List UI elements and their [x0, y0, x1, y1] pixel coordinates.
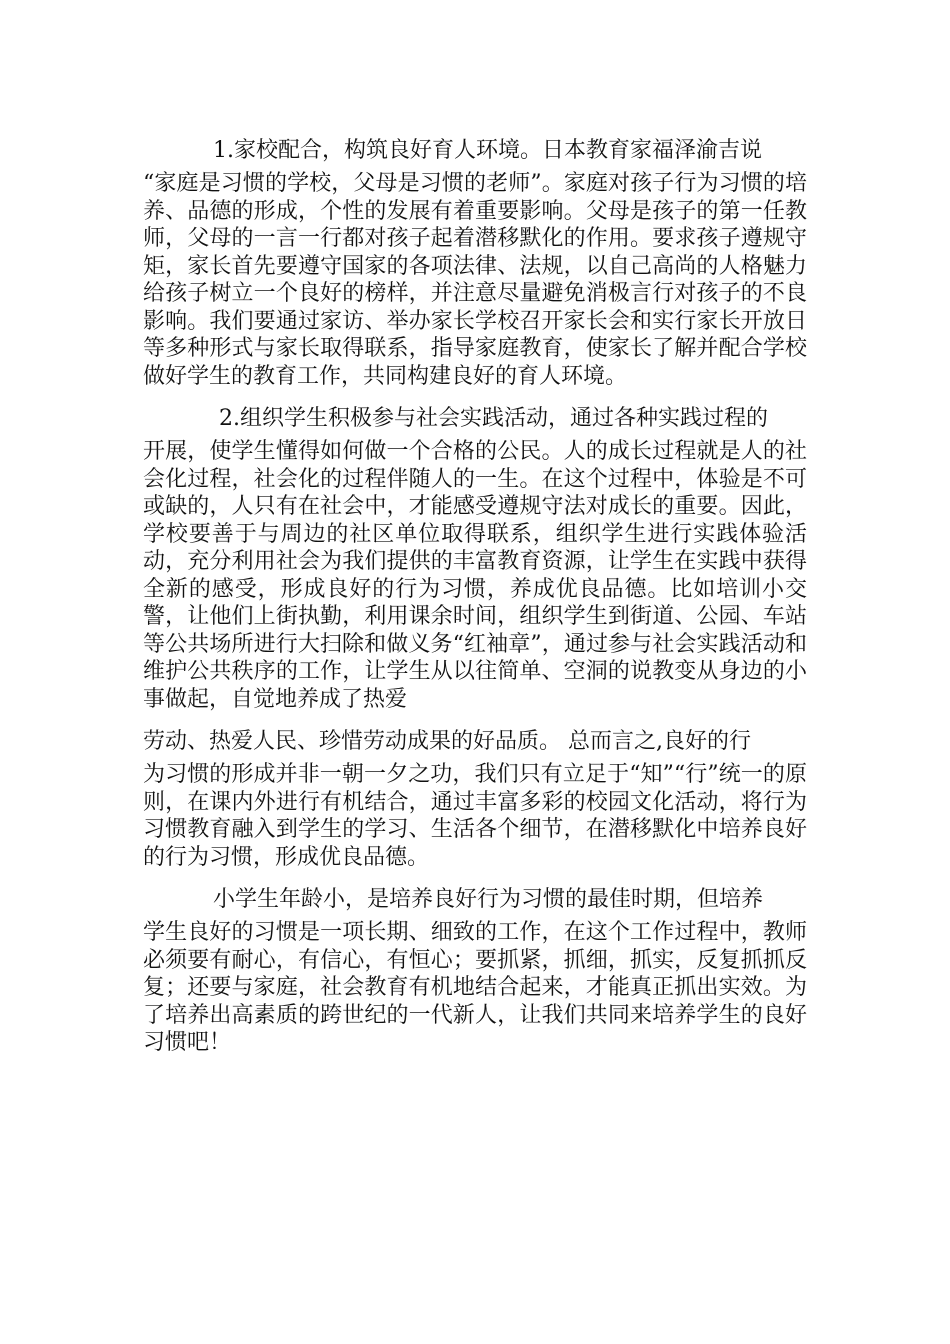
paragraph-first-line: 1.家校配合，构筑良好育人环境。日本教育家福泽渝吉说	[213, 138, 762, 163]
paragraph-summary	[143, 723, 807, 871]
paragraph-first-line: 劳动、热爱人民、珍惜劳动成果的好品质。 总而言之,良好的行	[143, 729, 751, 754]
paragraph-conclusion	[143, 881, 807, 1057]
document-body	[143, 132, 807, 1067]
paragraph-first-line: 小学生年龄小，是培养良好行为习惯的最佳时期，但培养	[213, 887, 764, 912]
paragraph-home-school	[143, 132, 807, 390]
paragraph-social-practice	[143, 400, 807, 713]
paragraph-body: 开展，使学生懂得如何做一个合格的公民。人的成长过程就是人的社会化过程，社会化的过程伴随人的一生。在这个过程中，体验是不可或缺的，人只有在社会中，才能感受遵规守法对成长的重要。因此，学校要善于与周边的社区单位取得联系，组织学生进行实践体验活动，充分利用社会为我们提供的丰富教育资源，让学生在实践中获得全新的感受，形成良好的行为习惯，养成优良品德。比如培训小交警，让他们上街执勤，利用课余时间，组织学生到街道、公园、车站等公共场所进行大扫除和做义务“红袖章”，通过参与社会实践活动和维护公共秩序的工作，让学生从以往简单、空洞的说教变从身边的小事做起，自觉地养成了热爱	[143, 439, 807, 712]
paragraph-body: “家庭是习惯的学校，父母是习惯的老师”。家庭对孩子行为习惯的培养、品德的形成，个性的发展有着重要影响。父母是孩子的第一任教师，父母的一言一行都对孩子起着潜移默化的作用。要求孩子遵规守矩，家长首先要遵守国家的各项法律、法规，以自己高尚的人格魅力给孩子树立一个良好的榜样，并注意尽量避免消极言行对孩子的不良影响。我们要通过家访、举办家长学校召开家长会和实行家长开放日等多种形式与家长取得联系，指导家庭教育，使家长了解并配合学校做好学生的教育工作，共同构建良好的育人环境。	[143, 171, 807, 389]
paragraph-first-line: 2.组织学生积极参与社会实践活动，通过各种实践过程的	[219, 406, 768, 431]
paragraph-body: 为习惯的形成并非一朝一夕之功，我们只有立足于“知”“行”统一的原则，在课内外进行有机结合，通过丰富多彩的校园文化活动，将行为习惯教育融入到学生的学习、生活各个细节，在潜移默化中培养良好的行为习惯，形成优良品德。	[143, 762, 807, 870]
paragraph-body: 学生良好的习惯是一项长期、细致的工作，在这个工作过程中，教师必须要有耐心，有信心，有恒心；要抓紧，抓细，抓实，反复抓抓反复；还要与家庭，社会教育有机地结合起来，才能真正抓出实效。为了培养出高素质的跨世纪的一代新人，让我们共同来培养学生的良好习惯吧！	[143, 920, 807, 1055]
